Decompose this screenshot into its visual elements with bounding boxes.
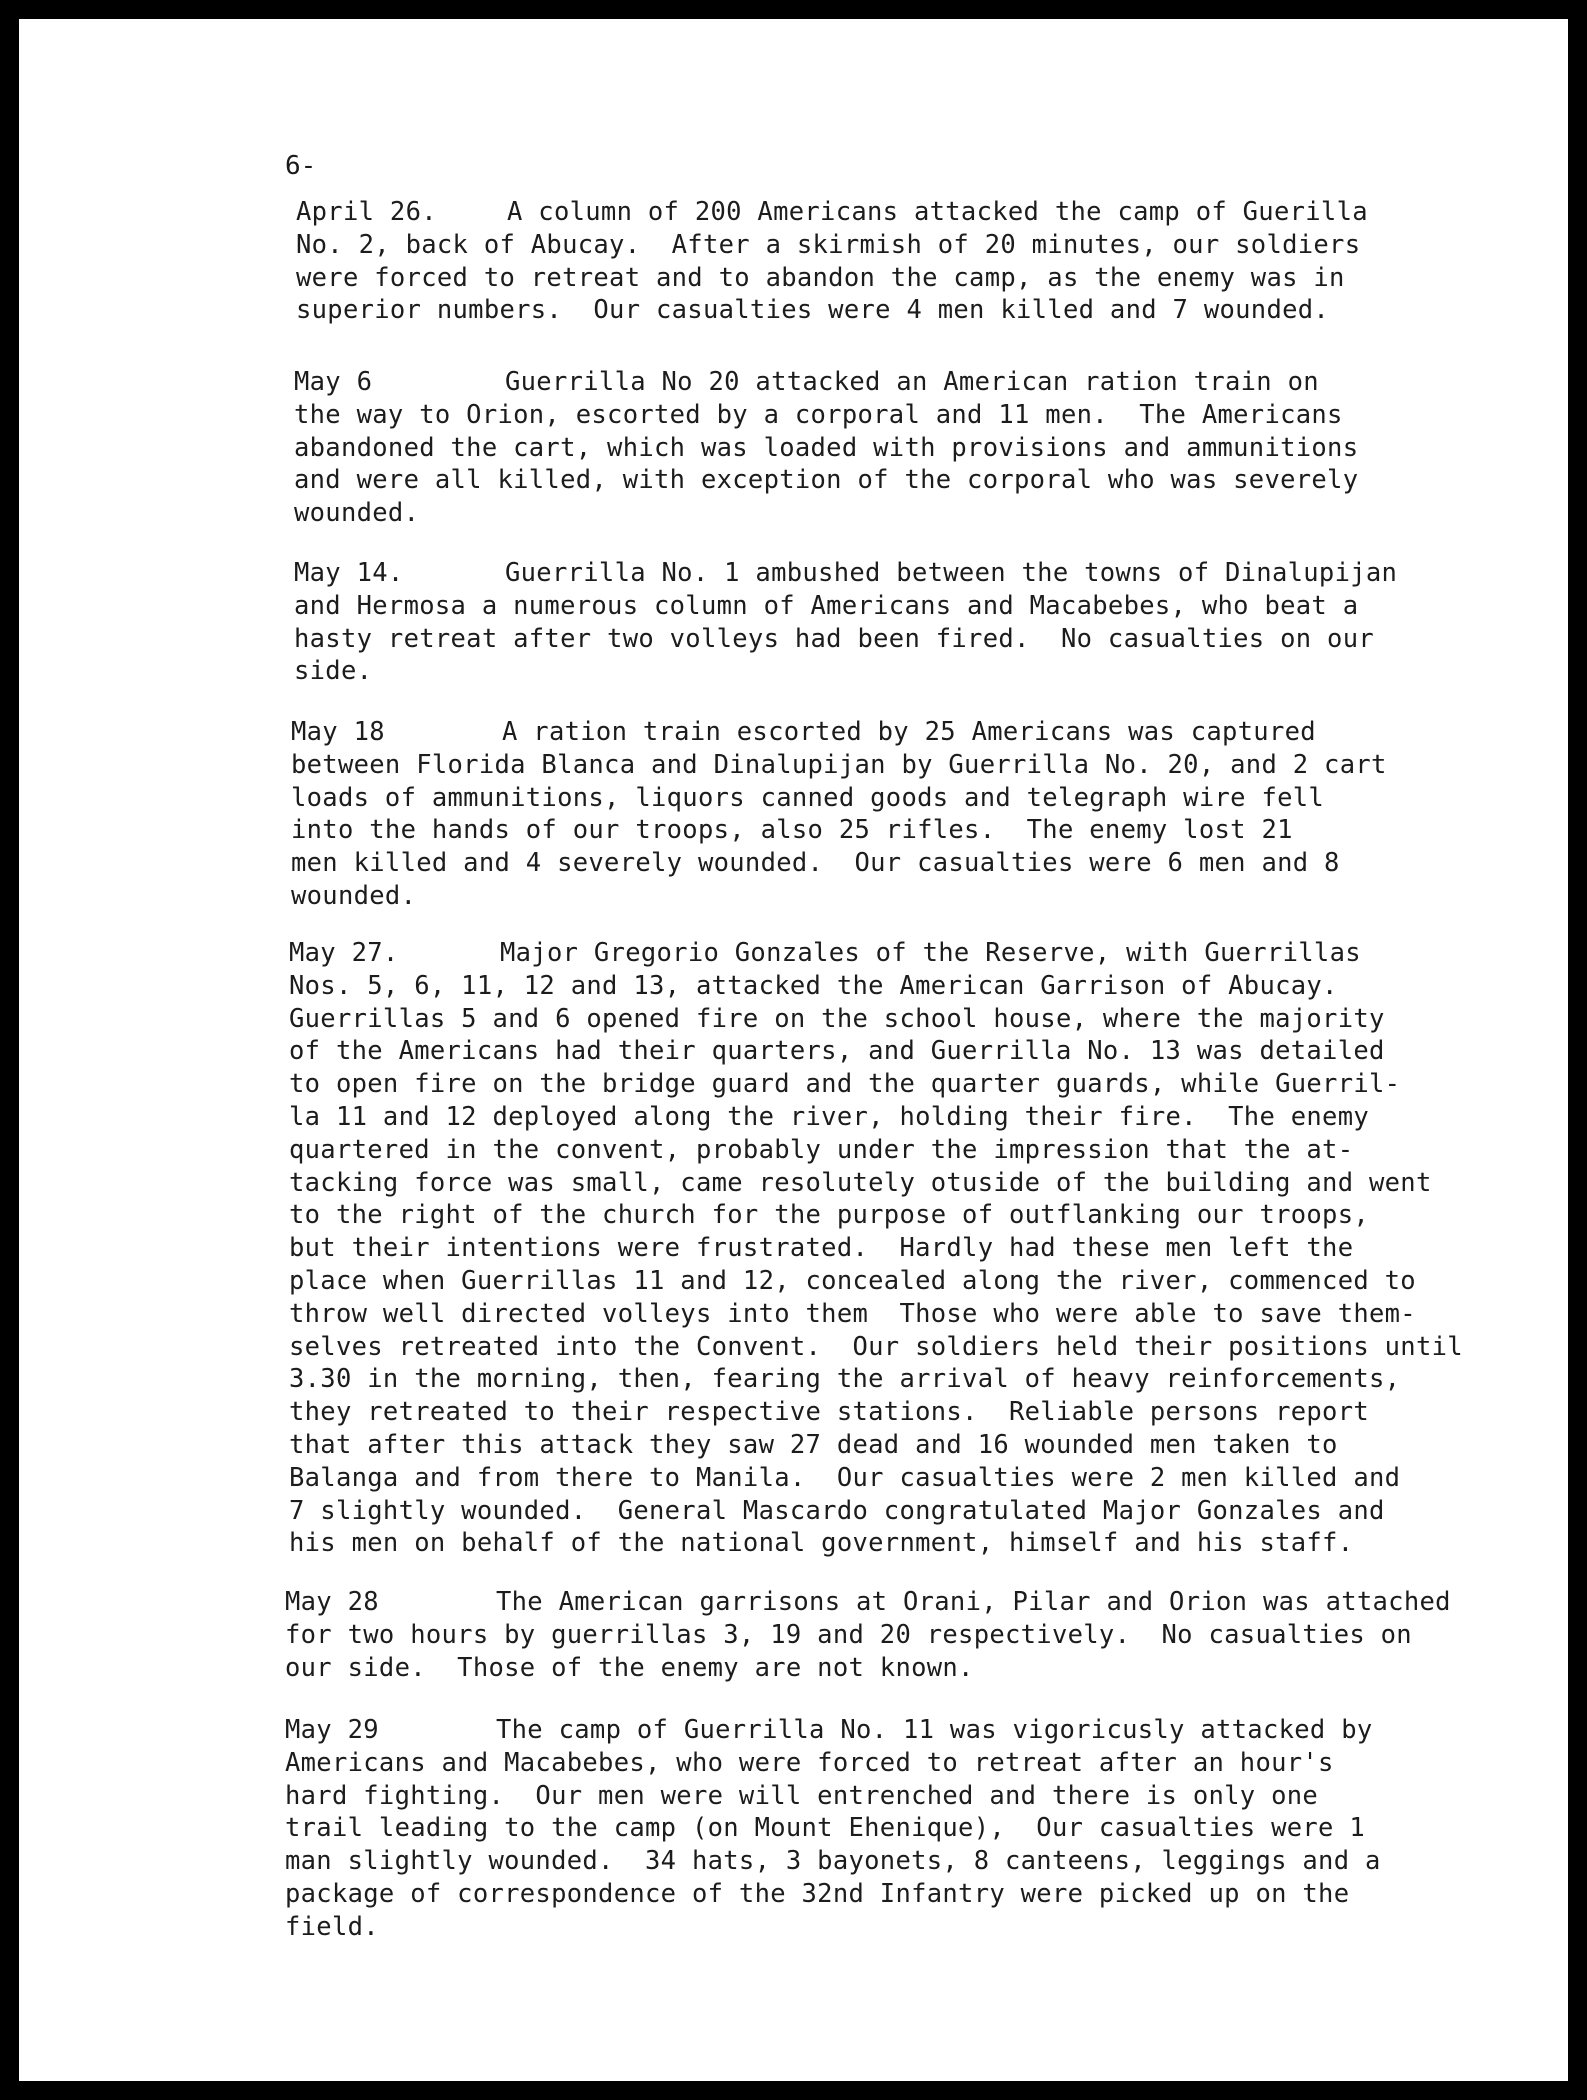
entry-text: The camp of Guerrilla No. 11 was vigoricusly attacked by Americans and Macabebes, who were forced to retreat after an hour's hard fighting. Our men were will entrenched and there is only one trail leading to the camp (on Mount Ehenique), Our casualties were 1 man slightly wounded. 34 hats, 3 bayonets, 8 canteens, leggings and a package of correspondence of the 32nd Infantry were picked up on the field. [285,1715,1381,1942]
diary-entry [294,366,1358,530]
diary-entries [19,19,1568,2081]
diary-entry [291,716,1387,913]
diary-entry [285,1586,1451,1684]
page-number: 6- [285,151,317,181]
diary-entry [294,557,1397,688]
entry-date: May 14. [294,558,404,588]
entry-text: The American garrisons at Orani, Pilar and Orion was attached for two hours by guerrillas 3, 19 and 20 respectively. No casualties on our side. Those of the enemy are not known. [285,1587,1451,1683]
entry-date: May 28 [285,1587,379,1617]
entry-date: April 26. [296,197,437,227]
entry-date: May 27. [289,938,399,968]
entry-date: May 6 [294,367,373,397]
entry-text: A column of 200 Americans attacked the camp of Guerilla No. 2, back of Abucay. After a skirmish of 20 minutes, our soldiers were forced to retreat and to abandon the camp, as the enemy was in superior numbers. Our casualties were 4 men killed and 7 wounded. [296,197,1368,326]
diary-entry [285,1714,1381,1944]
diary-entry [289,937,1463,1560]
document-page [19,19,1568,2081]
entry-text: Major Gregorio Gonzales of the Reserve, with Guerrillas Nos. 5, 6, 11, 12 and 13, attacked the American Garrison of Abucay. Guerrillas 5 and 6 opened fire on the school house, where the majority of the Americans had their quarters, and Guerrilla No. 13 was detailed to open fire on the bridge guard and the quarter guards, while Guerril- la 11 and 12 deployed along the river, holding their fire. The enemy quartered in the convent, probably under the impression that the at- tacking force was small, came resolutely otuside of the building and went to the right of the church for the purpose of outflanking our troops, but their intentions were frustrated. Hardly had these men left the place when Guerrillas 11 and 12, concealed along the river, commenced to throw well directed volleys into them Those who were able to save them- selves retreated into the Convent. Our soldiers held their positions until 3.30 in the morning, then, fearing the arrival of heavy reinforcements, they retreated to their respective stations. Reliable persons report that after this attack they saw 27 dead and 16 wounded men taken to Balanga and from there to Manila. Our casualties were 2 men killed and 7 slightly wounded. General Mascardo congratulated Major Gonzales and his men on behalf of the national government, himself and his staff. [289,938,1463,1559]
entry-text: A ration train escorted by 25 Americans was captured between Florida Blanca and Dinalupijan by Guerrilla No. 20, and 2 cart loads of ammunitions, liquors canned goods and telegraph wire fell into the hands of our troops, also 25 rifles. The enemy lost 21 men killed and 4 severely wounded. Our casualties were 6 men and 8 wounded. [291,717,1387,911]
entry-text: Guerrilla No 20 attacked an American ration train on the way to Orion, escorted by a corporal and 11 men. The Americans abandoned the cart, which was loaded with provisions and ammunitions and were all killed, with exception of the corporal who was severely wounded. [294,367,1359,529]
diary-entry [296,196,1368,327]
entry-date: May 29 [285,1715,379,1745]
entry-text: Guerrilla No. 1 ambushed between the towns of Dinalupijan and Hermosa a numerous column of Americans and Macabebes, who beat a hasty retreat after two volleys had been fired. No casualties on our side. [294,558,1398,687]
entry-date: May 18 [291,717,385,747]
